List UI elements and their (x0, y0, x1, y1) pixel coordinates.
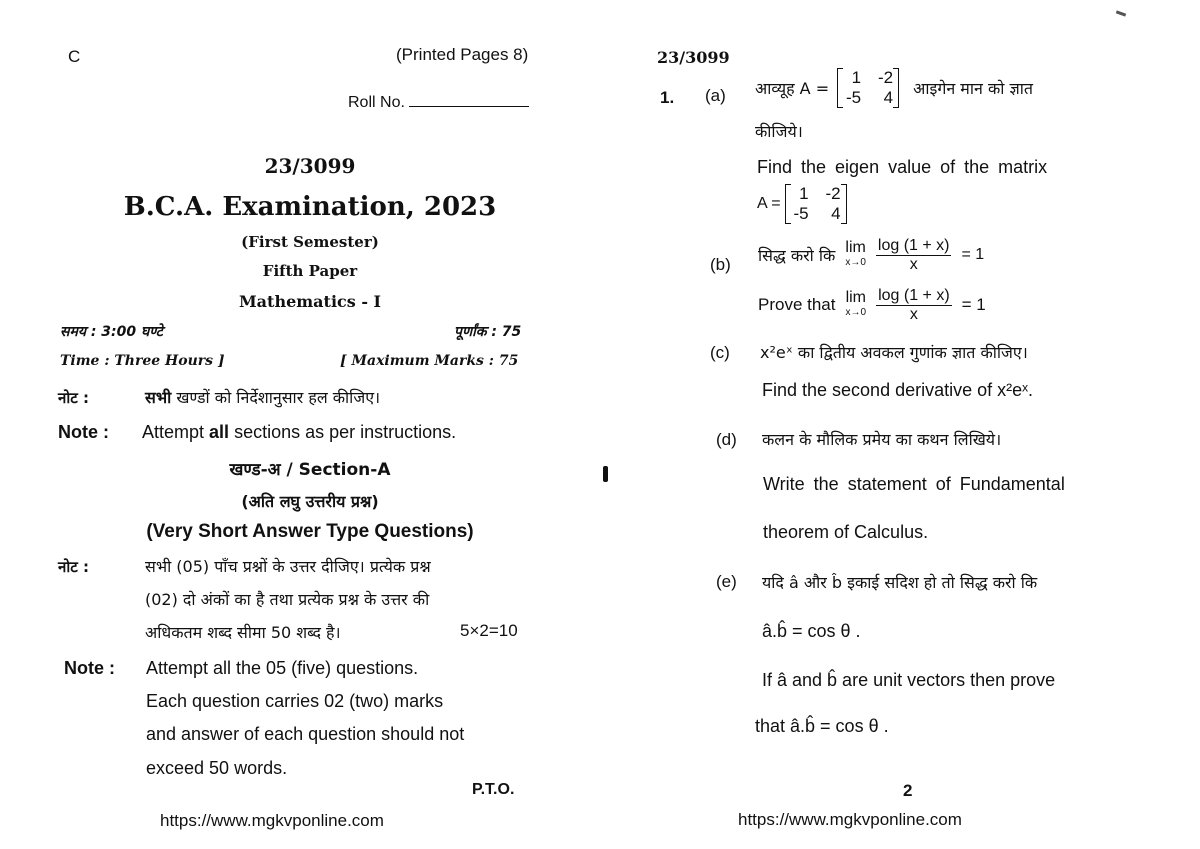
qd-label: (d) (716, 430, 737, 449)
note2-en-line1: Attempt all the 05 (five) questions. (146, 658, 419, 678)
qa-hi-post: आइगेन मान को ज्ञात (913, 79, 1034, 98)
qb-hi: सिद्ध करो कि (758, 246, 836, 265)
section-heading: खण्ड-अ / Section-A (229, 460, 391, 480)
lim-word: lim (845, 289, 866, 306)
page-number: 2 (903, 781, 913, 800)
q-number: 1. (660, 88, 675, 107)
note1-en-bold: all (209, 422, 230, 442)
marks-hi: पूर्णांक : 75 (454, 324, 522, 340)
paper-number: Fifth Paper (262, 262, 358, 280)
fraction (876, 237, 952, 274)
note1-en-a: Attempt (142, 422, 205, 442)
matrix-cell: -5 (846, 88, 862, 107)
note2-line3: अधिकतम शब्द सीमा 50 शब्द है। (145, 623, 341, 642)
matrix-a-en (785, 184, 847, 224)
matrix-cell: -2 (878, 68, 894, 87)
matrix-cell: 1 (799, 184, 809, 203)
qb-en-line (758, 283, 986, 327)
frac-num: log (1 + x) (878, 286, 950, 304)
matrix-cell: -5 (793, 204, 809, 223)
note1-en-b: sections as per instructions. (234, 422, 457, 442)
limit (845, 240, 866, 270)
note1-label-hi: नोट : (58, 389, 89, 407)
frac-den: x (909, 305, 918, 323)
right-footer-url[interactable]: https://www.mgkvponline.com (738, 810, 962, 829)
note2-en-line2: Each question carries 02 (two) marks (146, 691, 444, 711)
qb-en: Prove that (758, 295, 836, 314)
printed-pages: (Printed Pages 8) (396, 45, 529, 64)
note2-en-line4: exceed 50 words. (146, 758, 288, 778)
note1-text-hi (145, 386, 380, 408)
semester: (First Semester) (241, 233, 379, 251)
note2-marks: 5×2=10 (460, 621, 518, 640)
matrix-cell: 4 (883, 88, 894, 107)
matrix-prefix: A = (757, 195, 781, 212)
subject: Mathematics - I (238, 292, 382, 311)
lim-sub: x→0 (845, 307, 867, 318)
qc-en: Find the second derivative of x²eˣ. (762, 380, 1034, 400)
qe-en1: If â and b̂ are unit vectors then prove (762, 670, 1056, 690)
qa-hi-pre: आव्यूह A = (755, 79, 830, 98)
matrix-a (837, 68, 899, 108)
right-paper-code: 23/3099 (657, 48, 730, 67)
fraction (876, 287, 952, 324)
scan-mark (603, 466, 608, 482)
qe-eq: â.b̂ = cos θ . (762, 621, 861, 641)
section-sub-en: (Very Short Answer Type Questions) (146, 521, 474, 542)
qa-hi-line2: कीजिये। (755, 122, 803, 141)
matrix-cell: 1 (851, 68, 862, 87)
paper-code: 23/3099 (264, 154, 356, 178)
note1-bold-hi: सभी (145, 388, 172, 407)
roll-no-label: Roll No. (348, 94, 405, 111)
note2-line1: सभी (05) पाँच प्रश्नों के उत्तर दीजिए। प्रत्येक प्रश्न (145, 557, 431, 576)
qb-hi-line (758, 233, 984, 277)
qd-hi: कलन के मौलिक प्रमेय का कथन लिखिये। (762, 430, 1002, 449)
qb-label: (b) (710, 255, 731, 274)
time-en: Time : Three Hours ] (60, 353, 225, 369)
corner-letter: C (68, 47, 81, 66)
time-hi: समय : 3:00 घण्टे (60, 324, 163, 340)
qe-en2: that â.b̂ = cos θ . (755, 716, 889, 736)
lim-word: lim (845, 239, 866, 256)
frac-num: log (1 + x) (877, 236, 950, 254)
qa-label: (a) (705, 86, 726, 105)
matrix-cell: 4 (831, 204, 841, 223)
lim-sub: x→0 (845, 257, 866, 268)
scan-mark (1116, 10, 1126, 16)
note1-label-en: Note : (58, 422, 109, 442)
note1-rest-hi: खण्डों को निर्देशानुसार हल कीजिए। (176, 388, 381, 407)
roll-no-line (409, 92, 529, 107)
marks-en: [ Maximum Marks : 75 (340, 353, 519, 369)
note2-label-en: Note : (64, 658, 115, 678)
qe-hi: यदि â और b̂ इकाई सदिश हो तो सिद्ध करो कि (762, 573, 1038, 592)
equals-one: = 1 (961, 295, 986, 314)
exam-title: B.C.A. Examination, 2023 (123, 192, 497, 222)
matrix-cell: -2 (825, 184, 841, 203)
qa-hi-line1 (755, 66, 1033, 110)
qc-hi: x²eˣ का द्वितीय अवकल गुणांक ज्ञात कीजिए। (760, 343, 1028, 362)
section-sub-hi: (अति लघु उत्तरीय प्रश्न) (241, 492, 379, 511)
note2-en-line3: and answer of each question should not (146, 724, 465, 744)
qa-en-matrix (757, 182, 847, 226)
qe-label: (e) (716, 572, 737, 591)
limit (846, 290, 867, 320)
equals-one: = 1 (961, 246, 985, 263)
frac-den: x (909, 255, 918, 273)
qa-en: Find the eigen value of the matrix (757, 157, 1048, 177)
qd-en1: Write the statement of Fundamental (763, 474, 1065, 494)
qc-label: (c) (710, 343, 730, 362)
note2-line2: (02) दो अंकों का है तथा प्रत्येक प्रश्न के उत्तर की (145, 590, 430, 609)
roll-no (348, 92, 529, 112)
note2-label-hi: नोट : (58, 558, 89, 576)
left-footer-url[interactable]: https://www.mgkvponline.com (160, 811, 384, 830)
qd-en2: theorem of Calculus. (763, 522, 929, 542)
pto: P.T.O. (472, 781, 515, 798)
note1-text-en (142, 422, 456, 443)
